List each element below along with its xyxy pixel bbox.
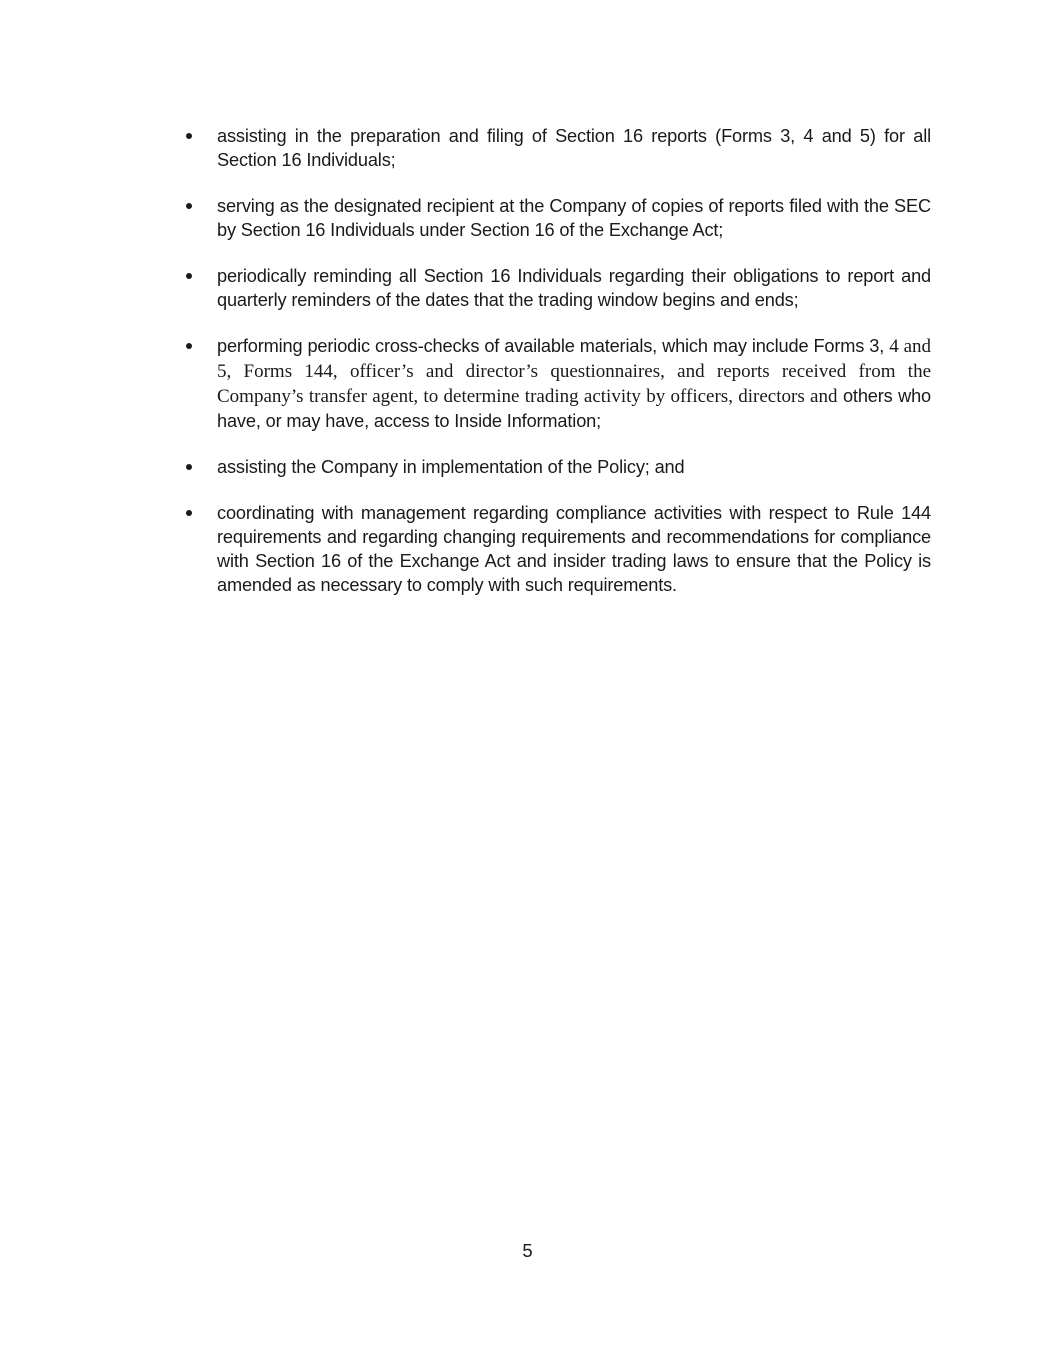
bullet-icon <box>186 133 192 139</box>
list-item-text: assisting the Company in implementation of the Policy; and <box>217 457 685 477</box>
list-item-text: periodically reminding all Section 16 Individuals regarding their obligations to report and quarterly reminders of the dates that the trading window begins and ends; <box>217 266 931 310</box>
list-item-text-part1: performing periodic cross-checks of available materials, which may include Forms 3, <box>217 336 885 356</box>
bullet-icon <box>186 343 192 349</box>
bullet-icon <box>186 273 192 279</box>
list-item-text: coordinating with management regarding compliance activities with respect to Rule 144 requirements and regarding changing requirements and recommendations for compliance with Section 16 of the Exchange Act and insider trading laws to ensure that the Policy is amended as necessary to comply with such requirements. <box>217 503 931 595</box>
bullet-icon <box>186 203 192 209</box>
list-item <box>186 124 931 172</box>
list-item <box>186 334 931 433</box>
list-item-text-part3: others who have, or may have, access to Inside Information; <box>217 386 931 431</box>
responsibilities-list <box>186 124 931 597</box>
bullet-icon <box>186 464 192 470</box>
list-item-text-part2: 4 and 5, Forms 144, officer’s and director’s questionnaires, and reports received from the Company’s transfer agent, to determine trading activity by officers, directors and <box>217 336 932 407</box>
list-item <box>186 264 931 312</box>
list-item-text: assisting in the preparation and filing of Section 16 reports (Forms 3, 4 and 5) for all Section 16 Individuals; <box>217 126 931 170</box>
list-item <box>186 194 931 242</box>
list-item <box>186 501 931 597</box>
list-item <box>186 455 931 479</box>
page-number: 5 <box>522 1240 533 1261</box>
list-item-text: serving as the designated recipient at the Company of copies of reports filed with the SEC by Section 16 Individuals under Section 16 of the Exchange Act; <box>217 196 931 240</box>
bullet-icon <box>186 510 192 516</box>
